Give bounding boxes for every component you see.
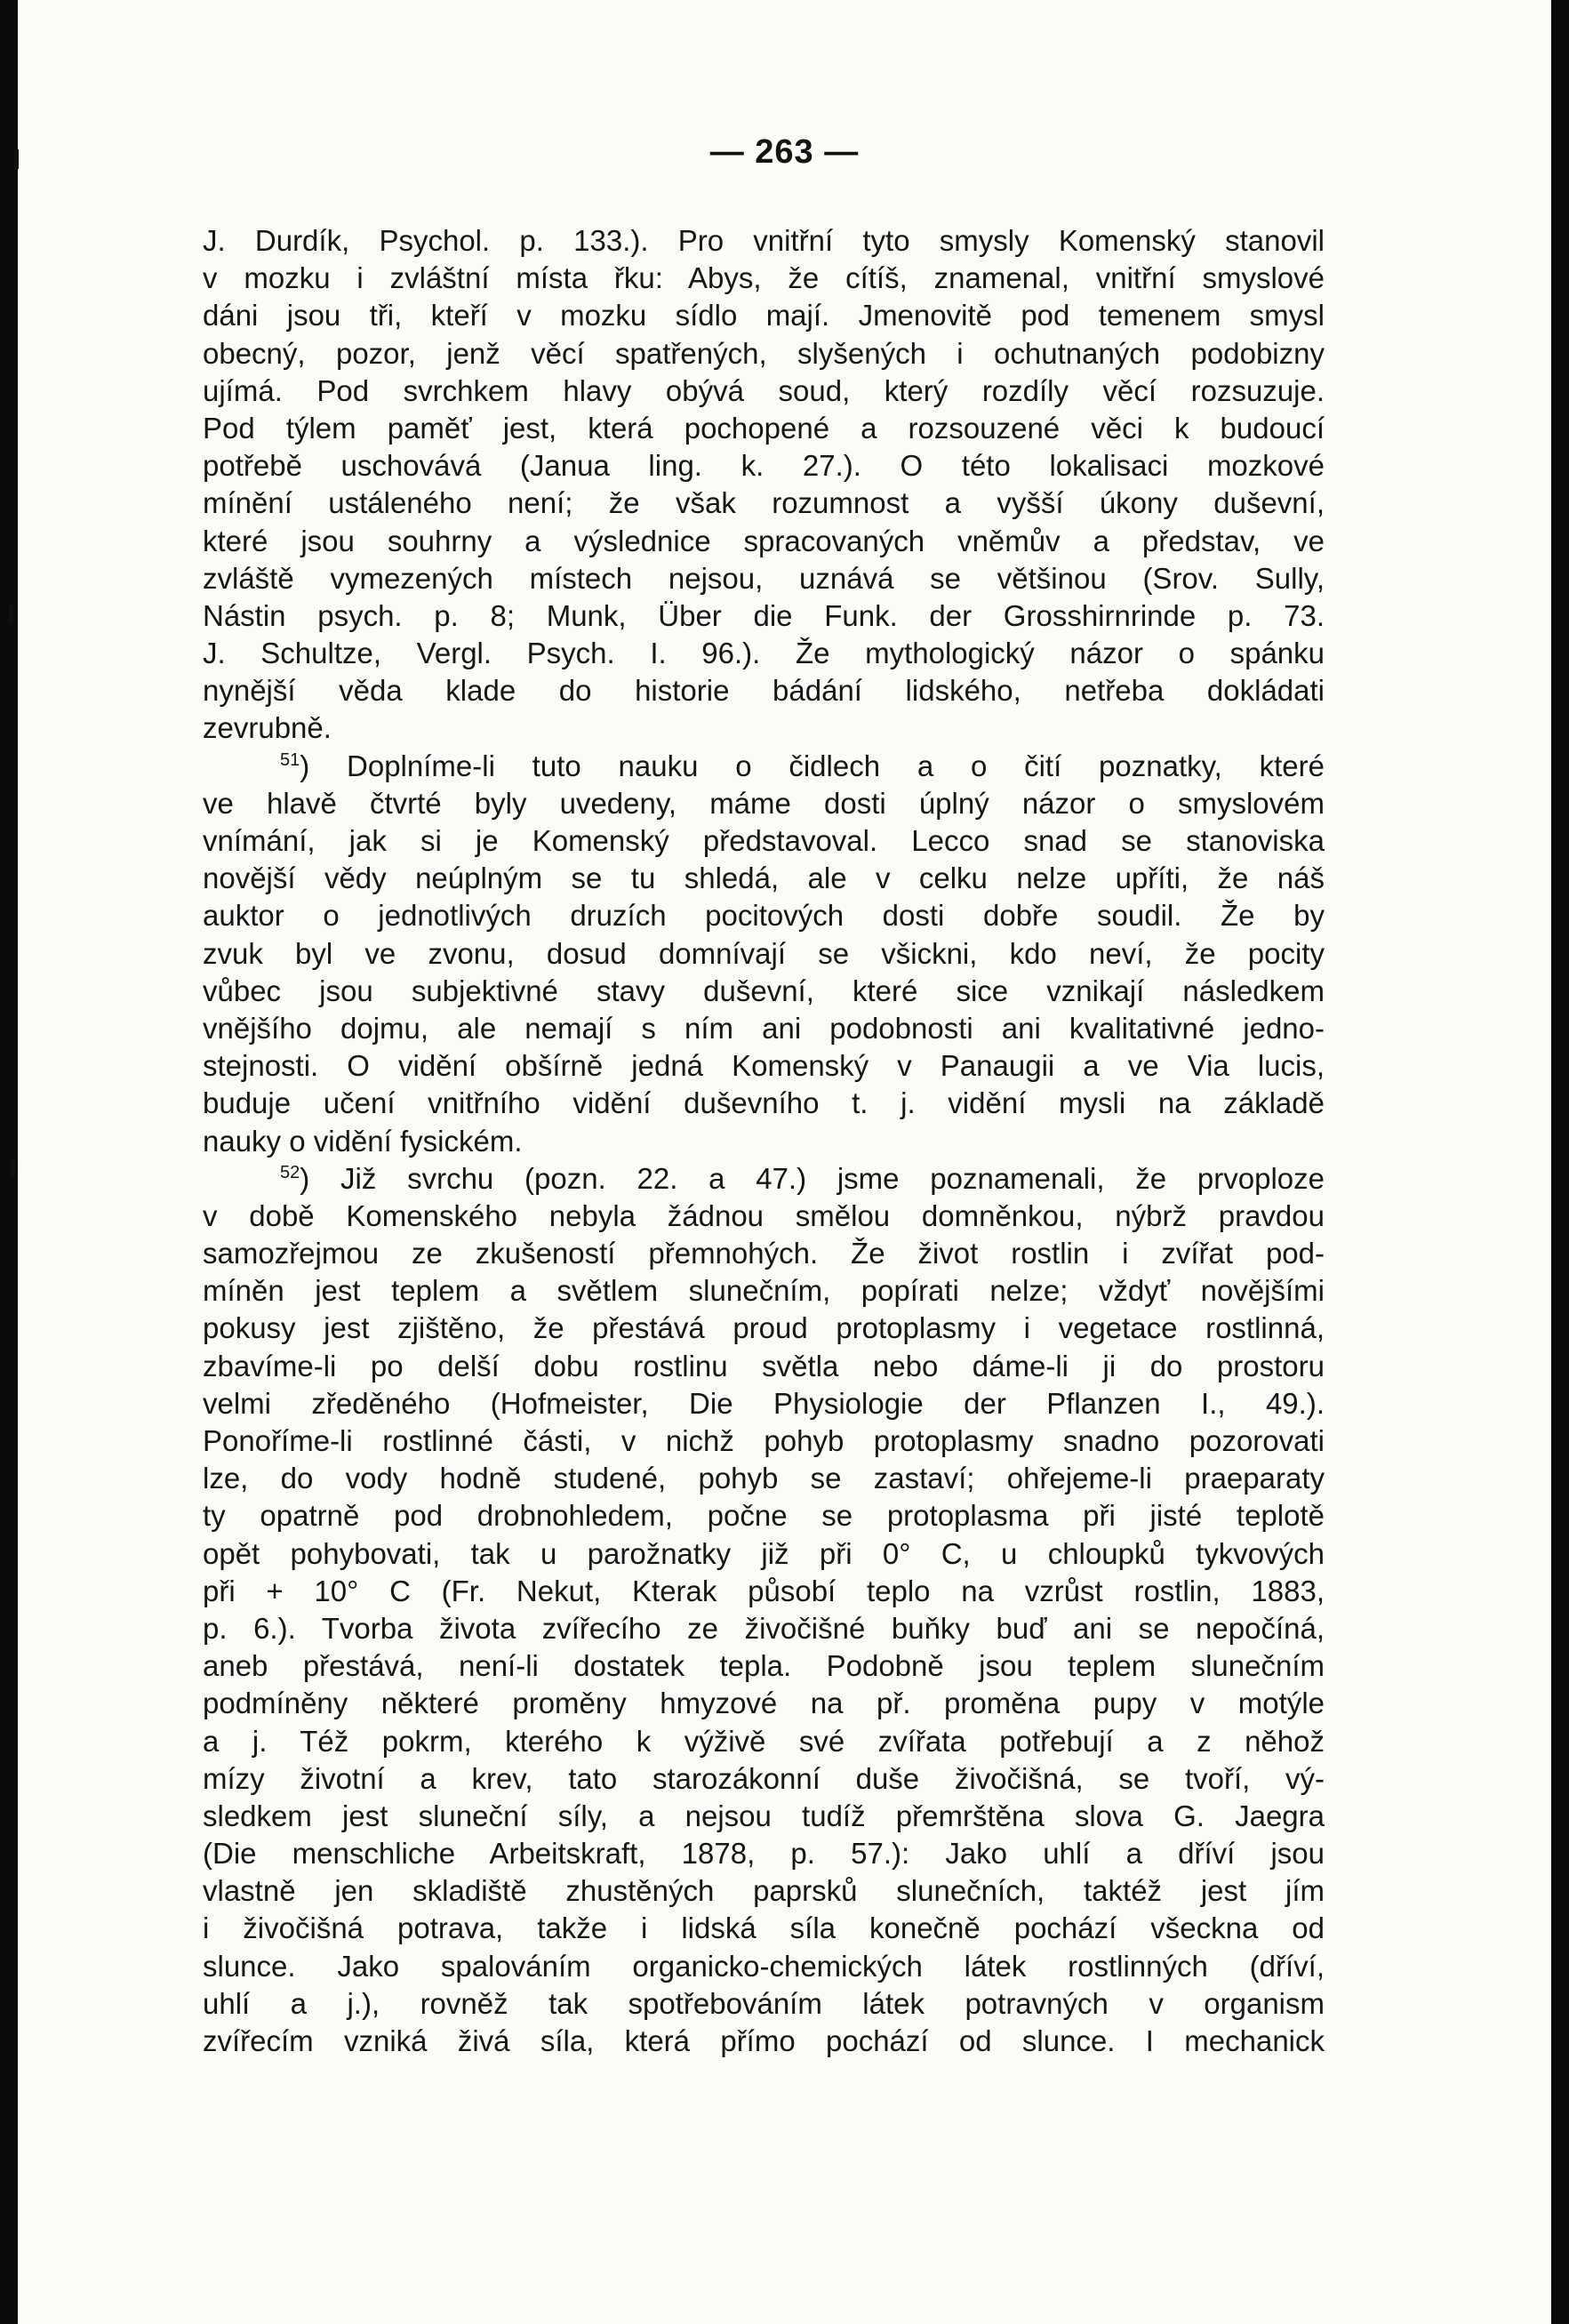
text-line: novější vědy neúplným se tu shledá, ale v celku nelze upříti, že náš [203,861,1325,895]
text-line: Pod týlem paměť jest, která pochopené a rozsouzené věci k budoucí [203,411,1325,445]
text-line: které jsou souhrny a výslednice spracovaných vněmův a představ, ve [203,524,1325,557]
note-text: ) Doplníme-li tuto nauku o čidlech a o čití poznatky, které [300,749,1325,782]
text-line: vlastně jen skladiště zhustěných paprsků slunečních, taktéž jest jím [203,1874,1325,1908]
note-52-paragraph [203,1160,1325,2061]
text-line: vnějšího dojmu, ale nemají s ním ani podobnosti ani kvalitativné jedno- [203,1011,1325,1045]
text-line: mízy životní a krev, tato starozákonní duše živočišná, se tvoří, vý- [203,1761,1325,1795]
text-line: uhlí a j.), rovněž tak spotřebováním látek potravných v organism [203,1986,1325,2020]
text-line: p. 6.). Tvorba života zvířecího ze živočišné buňky buď ani se nepočíná, [203,1611,1325,1645]
text-line [203,748,1325,785]
text-line: míněn jest teplem a světlem slunečním, popírati nelze; vždyť novějšími [203,1274,1325,1308]
note-51-paragraph [203,748,1325,1160]
text-line: vůbec jsou subjektivné stavy duševní, které sice vznikají následkem [203,974,1325,1007]
text-line: zvuk byl ve zvonu, dosud domnívají se všickni, kdo neví, že pocity [203,936,1325,970]
margin-mark [11,1160,15,1176]
text-line: Ponoříme-li rostlinné části, v nichž pohyb protoplasmy snadno pozorovati [203,1424,1325,1457]
text-line: auktor o jednotlivých druzích pocitových dosti dobře soudil. Že by [203,899,1325,933]
text-line [203,1160,1325,1198]
text-line: aneb přestává, není-li dostatek tepla. Podobně jsou teplem slunečním [203,1649,1325,1683]
text-line: v době Komenského nebyla žádnou smělou domněnkou, nýbrž pravdou [203,1198,1325,1232]
text-line: samozřejmou ze zkušeností přemnohých. Že život rostlin i zvířat pod- [203,1237,1325,1270]
text-line: a j. Též pokrm, kterého k výživě své zvířata potřebují a z něhož [203,1724,1325,1758]
text-line: J. Schultze, Vergl. Psych. I. 96.). Že mythologický názor o spánku [203,637,1325,670]
text-line: pokusy jest zjištěno, že přestává proud protoplasmy i vegetace rostlinná, [203,1311,1325,1345]
text-line: vnímání, jak si je Komenský představoval. Lecco snad se stanoviska [203,824,1325,857]
text-line: zvířecím vzniká živá síla, která přímo pochází od slunce. I mechanick [203,2024,1325,2057]
text-line: podmíněny některé proměny hmyzové na př. proměna pupy v motýle [203,1687,1325,1720]
text-line: opět pohybovati, tak u parožnatky již při 0° C, u chloupků tykvových [203,1536,1325,1570]
scan-right-edge [1551,0,1569,2324]
text-line: ve hlavě čtvrté byly uvedeny, máme dosti úplný názor o smyslovém [203,786,1325,820]
text-line: zbavíme-li po delší dobu rostlinu světla nebo dáme-li ji do prostoru [203,1349,1325,1382]
text-line: nynější věda klade do historie bádání lidského, netřeba dokládati [203,674,1325,708]
text-line: stejnosti. O vidění obšírně jedná Komenský v Panaugii a ve Via lucis, [203,1049,1325,1083]
margin-mark [9,605,13,624]
note-number: 51 [280,749,300,770]
text-line: i živočišná potrava, takže i lidská síla konečně pochází všeckna od [203,1911,1325,1945]
text-line: velmi zředěného (Hofmeister, Die Physiologie der Pflanzen I., 49.). [203,1386,1325,1420]
page-number: — 263 — [709,133,860,171]
scan-left-edge [0,0,18,2324]
body-text [203,222,1325,2060]
text-line: J. Durdík, Psychol. p. 133.). Pro vnitřní tyto smysly Komenský stanovil [203,224,1325,257]
text-line: Nástin psych. p. 8; Munk, Über die Funk. der Grosshirnrinde p. 73. [203,598,1325,632]
text-line: obecný, pozor, jenž věcí spatřených, slyšených i ochutnaných podobizny [203,336,1325,370]
text-line: ujímá. Pod svrchkem hlavy obývá soud, který rozdíly věcí rozsuzuje. [203,373,1325,407]
text-line: ty opatrně pod drobnohledem, počne se protoplasma při jisté teplotě [203,1499,1325,1533]
text-line: lze, do vody hodně studené, pohyb se zastaví; ohřejeme-li praeparaty [203,1462,1325,1495]
text-line: zevrubně. [203,711,332,745]
text-line: v mozku i zvláštní místa řku: Abys, že cítíš, znamenal, vnitřní smyslové [203,261,1325,295]
text-line: slunce. Jako spalováním organicko-chemických látek rostlinných (dříví, [203,1949,1325,1983]
text-line: zvláště vymezených místech nejsou, uznává se většinou (Srov. Sully, [203,561,1325,595]
text-line: sledkem jest sluneční síly, a nejsou tudíž přemrštěna slova G. Jaegra [203,1799,1325,1832]
text-line: buduje učení vnitřního vidění duševního t. j. vidění mysli na základě [203,1086,1325,1120]
text-line: (Die menschliche Arbeitskraft, 1878, p. 57.): Jako uhlí a dříví jsou [203,1837,1325,1871]
note-number: 52 [280,1162,300,1182]
text-line: mínění ustáleného není; že však rozumnost a vyšší úkony duševní, [203,486,1325,520]
text-line: potřebě uschovává (Janua ling. k. 27.). O této lokalisaci mozkové [203,449,1325,483]
paragraph-continuation [203,222,1325,748]
text-line: nauky o vidění fysickém. [203,1124,523,1158]
text-line: dáni jsou tři, kteří v mozku sídlo mají. Jmenovitě pod temenem smysl [203,299,1325,333]
note-text: ) Již svrchu (pozn. 22. a 47.) jsme poznamenali, že prvoploze [300,1161,1325,1195]
text-line: při + 10° C (Fr. Nekut, Kterak působí teplo na vzrůst rostlin, 1883, [203,1574,1325,1607]
